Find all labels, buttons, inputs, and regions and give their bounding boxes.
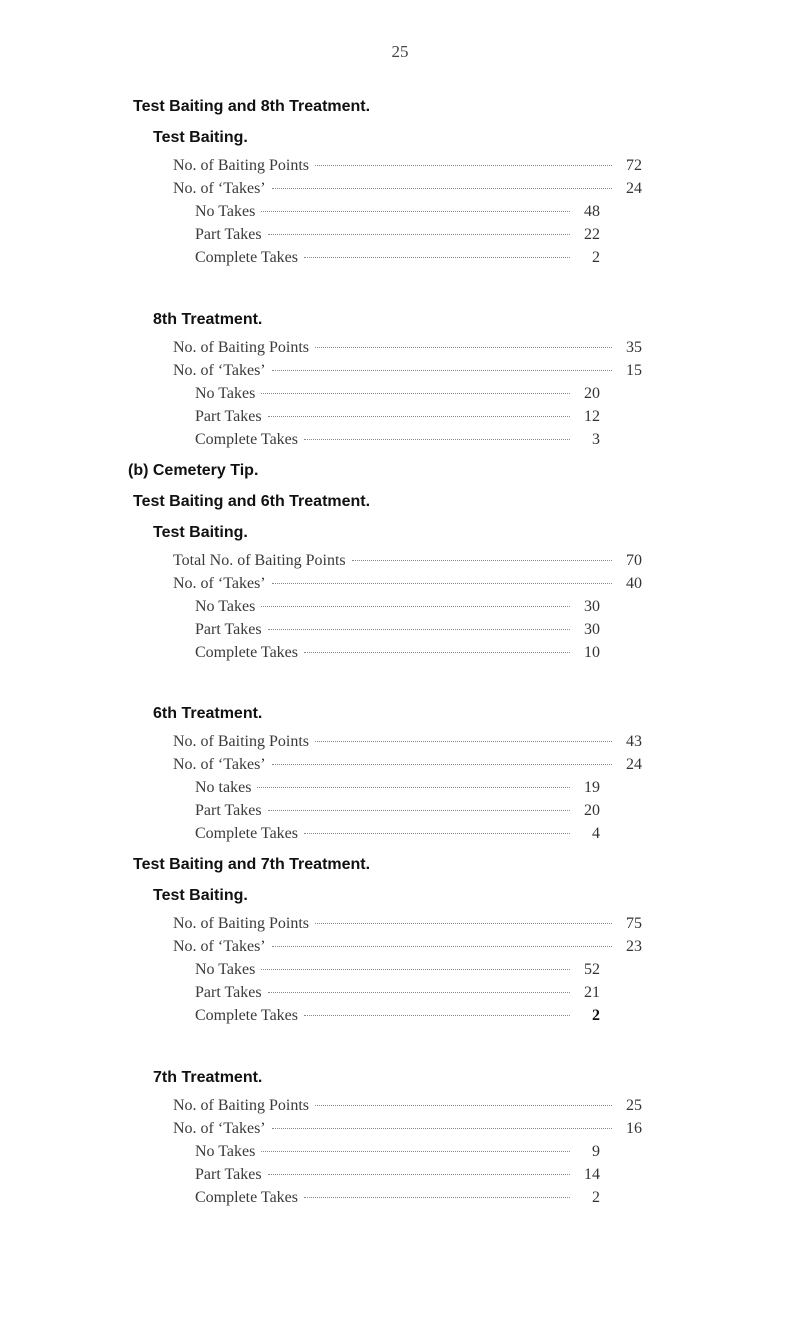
dot-leader xyxy=(268,992,570,993)
row-value: 2 xyxy=(592,1189,600,1206)
dot-leader xyxy=(304,1015,570,1016)
row-label: No. of ‘Takes’ xyxy=(173,938,266,955)
dot-leader xyxy=(315,741,612,742)
row-label: No. of ‘Takes’ xyxy=(173,756,266,773)
dot-leader xyxy=(268,416,570,417)
row-value: 30 xyxy=(584,621,600,638)
row-value: 52 xyxy=(584,961,600,978)
page-number: 25 xyxy=(391,42,409,61)
row-label: No. of Baiting Points xyxy=(173,733,310,750)
section-heading: Test Baiting and 6th Treatment. xyxy=(133,493,371,510)
dot-leader xyxy=(272,583,612,584)
dot-leader xyxy=(272,946,612,947)
data-row xyxy=(173,1097,642,1119)
section-heading: Test Baiting and 8th Treatment. xyxy=(133,98,371,115)
dot-leader xyxy=(304,652,570,653)
data-row xyxy=(173,1120,642,1142)
row-label: No Takes xyxy=(195,961,256,978)
dot-leader xyxy=(304,439,570,440)
data-subrow xyxy=(195,984,600,1006)
dot-leader xyxy=(315,347,612,348)
row-label: Complete Takes xyxy=(195,1007,299,1024)
row-label: No. of Baiting Points xyxy=(173,157,310,174)
dot-leader xyxy=(268,810,570,811)
subsection-heading: 8th Treatment. xyxy=(153,311,263,328)
row-value: 10 xyxy=(584,644,600,661)
dot-leader xyxy=(272,188,612,189)
data-subrow xyxy=(195,779,600,801)
row-value: 14 xyxy=(584,1166,600,1183)
dot-leader xyxy=(352,560,612,561)
dot-leader xyxy=(268,629,570,630)
row-label: Complete Takes xyxy=(195,249,299,266)
row-label: No. of ‘Takes’ xyxy=(173,1120,266,1137)
dot-leader xyxy=(304,833,570,834)
row-label: No Takes xyxy=(195,1143,256,1160)
row-label: Part Takes xyxy=(195,1166,262,1183)
row-value: 4 xyxy=(592,825,600,842)
row-value: 19 xyxy=(584,779,600,796)
row-value: 25 xyxy=(626,1097,642,1114)
row-value: 12 xyxy=(584,408,600,425)
dot-leader xyxy=(315,165,612,166)
row-label: No Takes xyxy=(195,203,256,220)
data-row xyxy=(173,575,642,597)
row-value: 35 xyxy=(626,339,642,356)
row-value: 43 xyxy=(626,733,642,750)
dot-leader xyxy=(261,606,570,607)
data-subrow xyxy=(195,1166,600,1188)
dot-leader xyxy=(272,764,612,765)
data-subrow xyxy=(195,226,600,248)
row-label: No Takes xyxy=(195,385,256,402)
row-label: Complete Takes xyxy=(195,1189,299,1206)
row-label: Part Takes xyxy=(195,802,262,819)
data-row xyxy=(173,362,642,384)
subsection-heading: Test Baiting. xyxy=(153,129,248,146)
row-value: 20 xyxy=(584,802,600,819)
data-row xyxy=(173,915,642,937)
row-label: No. of ‘Takes’ xyxy=(173,362,266,379)
row-value: 22 xyxy=(584,226,600,243)
data-row xyxy=(173,733,642,755)
row-value: 20 xyxy=(584,385,600,402)
data-row xyxy=(173,938,642,960)
row-value: 70 xyxy=(626,552,642,569)
data-subrow xyxy=(195,825,600,847)
section-heading: Test Baiting and 7th Treatment. xyxy=(133,856,371,873)
subsection-heading: Test Baiting. xyxy=(153,524,248,541)
row-label: Part Takes xyxy=(195,408,262,425)
dot-leader xyxy=(268,234,570,235)
row-label: Complete Takes xyxy=(195,825,299,842)
subsection-heading: Test Baiting. xyxy=(153,887,248,904)
row-label: No. of Baiting Points xyxy=(173,1097,310,1114)
row-label: No Takes xyxy=(195,598,256,615)
data-row xyxy=(173,157,642,179)
data-subrow xyxy=(195,385,600,407)
data-row xyxy=(173,552,642,574)
row-label: No. of ‘Takes’ xyxy=(173,575,266,592)
site-heading: (b) Cemetery Tip. xyxy=(128,462,259,479)
data-subrow xyxy=(195,644,600,666)
dot-leader xyxy=(261,1151,570,1152)
row-value: 72 xyxy=(626,157,642,174)
row-value: 21 xyxy=(584,984,600,1001)
dot-leader xyxy=(304,257,570,258)
dot-leader xyxy=(261,969,570,970)
row-label: No. of Baiting Points xyxy=(173,915,310,932)
row-value: 48 xyxy=(584,203,600,220)
data-subrow xyxy=(195,203,600,225)
dot-leader xyxy=(257,787,570,788)
row-value: 2 xyxy=(592,249,600,266)
dot-leader xyxy=(304,1197,570,1198)
dot-leader xyxy=(272,1128,612,1129)
dot-leader xyxy=(268,1174,570,1175)
data-subrow xyxy=(195,961,600,983)
data-subrow xyxy=(195,249,600,271)
data-row xyxy=(173,180,642,202)
data-subrow xyxy=(195,408,600,430)
row-value: 9 xyxy=(592,1143,600,1160)
dot-leader xyxy=(315,1105,612,1106)
dot-leader xyxy=(272,370,612,371)
row-label: Complete Takes xyxy=(195,644,299,661)
dot-leader xyxy=(261,393,570,394)
data-subrow xyxy=(195,1189,600,1211)
row-value: 3 xyxy=(592,431,600,448)
subsection-heading: 6th Treatment. xyxy=(153,705,263,722)
data-subrow xyxy=(195,598,600,620)
row-value: 15 xyxy=(626,362,642,379)
row-value: 30 xyxy=(584,598,600,615)
row-value: 24 xyxy=(626,756,642,773)
data-row xyxy=(173,339,642,361)
data-subrow xyxy=(195,431,600,453)
row-value: 16 xyxy=(626,1120,642,1137)
row-label: Complete Takes xyxy=(195,431,299,448)
row-label: Part Takes xyxy=(195,226,262,243)
subsection-heading: 7th Treatment. xyxy=(153,1069,263,1086)
data-subrow xyxy=(195,621,600,643)
row-label: Part Takes xyxy=(195,984,262,1001)
dot-leader xyxy=(315,923,612,924)
row-label: No. of ‘Takes’ xyxy=(173,180,266,197)
row-value: 23 xyxy=(626,938,642,955)
row-label: Part Takes xyxy=(195,621,262,638)
data-subrow xyxy=(195,802,600,824)
row-label: No takes xyxy=(195,779,252,796)
row-label: Total No. of Baiting Points xyxy=(173,552,346,569)
row-value: 24 xyxy=(626,180,642,197)
row-value: 40 xyxy=(626,575,642,592)
data-row xyxy=(173,756,642,778)
data-subrow xyxy=(195,1007,600,1029)
row-value: 75 xyxy=(626,915,642,932)
row-value: 2 xyxy=(592,1007,600,1024)
dot-leader xyxy=(261,211,570,212)
data-subrow xyxy=(195,1143,600,1165)
row-label: No. of Baiting Points xyxy=(173,339,310,356)
